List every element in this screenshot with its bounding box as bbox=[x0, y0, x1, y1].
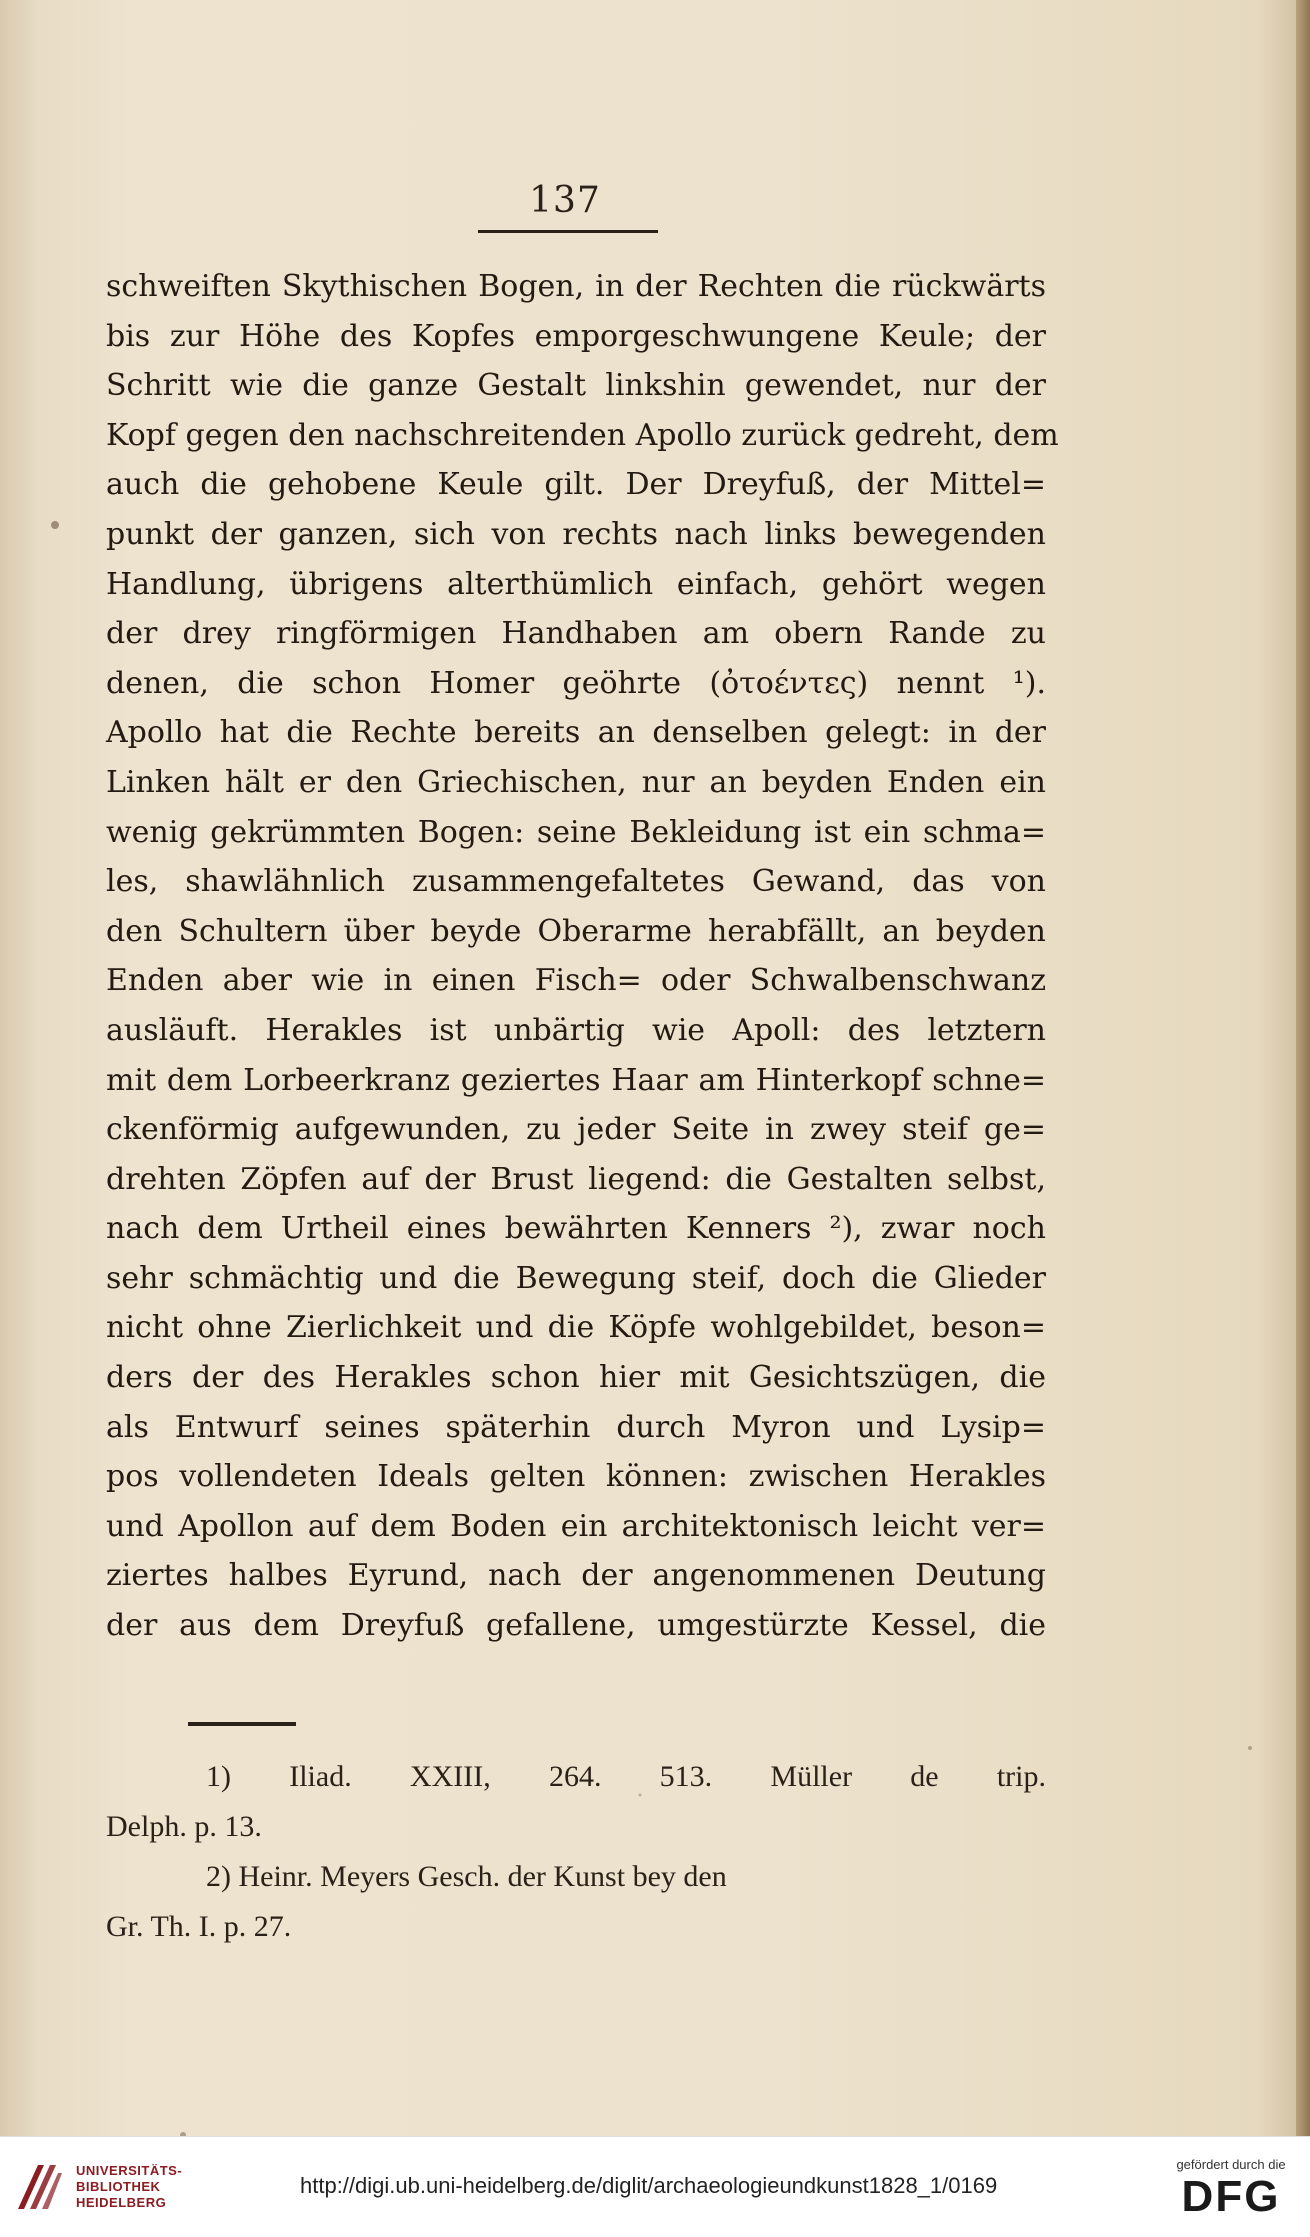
permalink-url[interactable]: http://digi.ub.uni-heidelberg.de/diglit/archaeologieundkunst1828_1/0169 bbox=[300, 2173, 998, 2198]
body-line: schweiften Skythischen Bogen, in der Rechten die rückwärts bbox=[106, 269, 1046, 304]
body-line: drehten Zöpfen auf der Brust liegend: die Gestalten selbst, bbox=[106, 1161, 1046, 1197]
footnote-1-line-2: Delph. p. 13. bbox=[106, 1810, 262, 1843]
body-line: Apollo hat die Rechte bereits an denselben gelegt: in der bbox=[106, 715, 1046, 751]
dfg-logo: DFG bbox=[1181, 2172, 1281, 2221]
body-line: und Apollon auf dem Boden ein architektonisch leicht ver= bbox=[106, 1508, 1046, 1544]
footnote-2-line-2: Gr. Th. I. p. 27. bbox=[106, 1910, 292, 1943]
body-line: Linken hält er den Griechischen, nur an beyden Enden ein bbox=[106, 764, 1046, 800]
body-line: Enden aber wie in einen Fisch= oder Schwalbenschwanz bbox=[106, 963, 1046, 999]
body-line: ausläuft. Herakles ist unbärtig wie Apoll: des letztern bbox=[106, 1012, 1046, 1048]
body-line: punkt der ganzen, sich von rechts nach links bewegenden bbox=[106, 516, 1046, 552]
body-line: ziertes halbes Eyrund, nach der angenommenen Deutung bbox=[106, 1558, 1046, 1594]
body-line: als Entwurf seines späterhin durch Myron und Lysip= bbox=[106, 1409, 1046, 1445]
page-edge-shadow bbox=[1296, 0, 1310, 2136]
funder-credit bbox=[1166, 2157, 1296, 2222]
body-line: sehr schmächtig und die Bewegung steif, doch die Glieder bbox=[106, 1260, 1046, 1296]
body-line: den Schultern über beyde Oberarme herabfällt, an beyden bbox=[106, 913, 1046, 949]
body-line: auch die gehobene Keule gilt. Der Dreyfuß, der Mittel= bbox=[106, 467, 1046, 503]
funder-label: gefördert durch die bbox=[1176, 2157, 1286, 2172]
viewer-footer bbox=[0, 2136, 1310, 2237]
body-line: denen, die schon Homer geöhrte (ὀτοέντες) nennt ¹). bbox=[106, 665, 1046, 701]
library-line-3: HEIDELBERG bbox=[76, 2195, 167, 2210]
university-library-name bbox=[76, 2163, 182, 2211]
body-line: bis zur Höhe des Kopfes emporgeschwungene Keule; der bbox=[106, 318, 1046, 354]
page-number: 137 bbox=[529, 180, 601, 221]
body-line: wenig gekrümmten Bogen: seine Bekleidung ist ein schma= bbox=[106, 814, 1046, 850]
library-line-2: BIBLIOTHEK bbox=[76, 2179, 161, 2194]
body-line: der drey ringförmigen Handhaben am obern Rande zu bbox=[106, 616, 1046, 652]
body-line: der aus dem Dreyfuß gefallene, umgestürzte Kessel, die bbox=[106, 1608, 1046, 1644]
footnote-rule bbox=[188, 1722, 296, 1726]
body-line: Schritt wie die ganze Gestalt linkshin gewendet, nur der bbox=[106, 368, 1046, 404]
footnote-1-line-1: 1) Iliad. XXIII, 264. 513. Müller de trip. bbox=[206, 1760, 1046, 1793]
body-line: ckenförmig aufgewunden, zu jeder Seite in zwey steif ge= bbox=[106, 1112, 1046, 1148]
body-line: nicht ohne Zierlichkeit und die Köpfe wohlgebildet, beson= bbox=[106, 1310, 1046, 1346]
library-line-1: UNIVERSITÄTS- bbox=[76, 2163, 183, 2178]
university-library-logo-icon bbox=[12, 2159, 68, 2217]
body-line: ders der des Herakles schon hier mit Gesichtszügen, die bbox=[106, 1360, 1046, 1396]
body-line: Kopf gegen den nachschreitenden Apollo zurück gedreht, dem bbox=[106, 417, 1059, 453]
body-line: mit dem Lorbeerkranz geziertes Haar am Hinterkopf schne= bbox=[106, 1062, 1046, 1098]
page-number-rule bbox=[478, 230, 658, 233]
body-line: nach dem Urtheil eines bewährten Kenners ²), zwar noch bbox=[106, 1211, 1046, 1247]
footnote-2-line-1: 2) Heinr. Meyers Gesch. der Kunst bey den bbox=[206, 1860, 727, 1893]
body-line: pos vollendeten Ideals gelten können: zwischen Herakles bbox=[106, 1459, 1046, 1495]
body-text bbox=[106, 262, 1059, 1651]
body-line: Handlung, übrigens alterthümlich einfach, gehört wegen bbox=[106, 566, 1046, 602]
footnotes bbox=[106, 1752, 1046, 1952]
body-line: les, shawlähnlich zusammengefaltetes Gewand, das von bbox=[106, 864, 1046, 900]
